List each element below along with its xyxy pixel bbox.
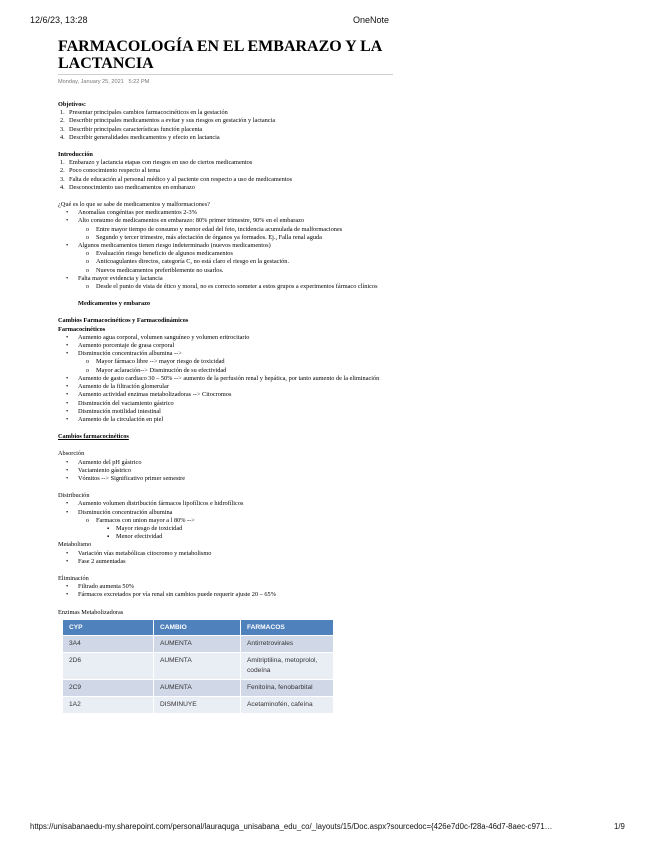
table-cell: Acetaminofén, cafeína xyxy=(241,696,334,713)
bullet-item: • Vómitos --> Significativo primer semestre xyxy=(58,475,598,483)
table-row xyxy=(63,652,334,679)
note-time: 5:22 PM xyxy=(128,79,150,85)
bullet-item: • Aumento actividad enzimas metabolizadoras --> Citocromos xyxy=(58,391,598,399)
page-title: FARMACOLOGÍA EN EL EMBARAZO Y LA LACTANCIA xyxy=(58,38,382,72)
introduccion-list xyxy=(58,159,598,192)
list-item: 3. Describir principales características función placenta xyxy=(60,125,203,133)
print-page-number: 1/9 xyxy=(614,822,625,831)
bullet-item: • Alto consumo de medicamentos en embarazo: 80% primer trimestre, 90% en el embarazo xyxy=(58,217,598,225)
sub-bullet-item: o Nuevos medicamentos preferiblemente no usarlos. xyxy=(58,267,598,275)
sub-bullet-item: o Entre mayor tiempo de consumo y menor edad del feto, incidencia acumulada de malformaciones xyxy=(58,226,598,234)
table-cell: AUMENTA xyxy=(154,679,241,696)
eliminacion-heading: Eliminación xyxy=(58,574,89,582)
bullet-item: • Aumento agua corporal, volumen sanguíneo y volumen eritrocitario xyxy=(58,334,598,342)
bullet-item: • Aumento de la filtración glomerular xyxy=(58,383,598,391)
enzimas-caption: Enzimas Metabolizadoras xyxy=(58,608,124,616)
column-header: CAMBIO xyxy=(154,619,241,635)
table-header-row xyxy=(63,619,334,635)
sub-bullet-item: o Evaluación riesgo beneficio de algunos medicamentos xyxy=(58,250,598,258)
bullet-item: • Aumento porcentaje de grasa corporal xyxy=(58,342,598,350)
sub-bullet-item: o Mayor fármaco libre --> mayor riesgo de toxicidad xyxy=(58,358,598,366)
list-item: 1. Presentar principales cambios farmacocinéticos en la gestación xyxy=(60,109,228,117)
table-row xyxy=(63,696,334,713)
table-cell: Fenitoína, fenobarbital xyxy=(241,679,334,696)
table-row xyxy=(63,635,334,652)
bullet-item: • Fármacos excretados por vía renal sin cambios puede requerir ajuste 20 – 65% xyxy=(58,591,598,599)
bullet-item: • Filtrado aumenta 50% xyxy=(58,583,598,591)
bullet-item: • Aumento del pH gástrico xyxy=(58,459,598,467)
bullet-item: • Disminución concentración albumina --> xyxy=(58,350,598,358)
cambios-heading: Cambios Farmacocinéticos y Farmacodinámicos xyxy=(58,317,189,325)
absorcion-heading: Absorción xyxy=(58,450,85,458)
table-cell: DISMINUYE xyxy=(154,696,241,713)
list-item: 1. Embarazo y lactancia etapas con riesgos en uso de ciertos medicamentos xyxy=(60,159,253,167)
distribucion-heading: Distribución xyxy=(58,492,90,500)
metabolismo-heading: Metabolismo xyxy=(58,541,92,549)
print-url: https://unisabanaedu-my.sharepoint.com/personal/lauraquga_unisabana_edu_co/_layouts/15/Doc.aspx?sourcedoc={426e7d0c-f28a-46d7-8aec-c971… xyxy=(30,822,553,831)
table-cell: AUMENTA xyxy=(154,652,241,679)
note-date: Monday, January 25, 2021 xyxy=(58,79,124,85)
note-dateline xyxy=(58,74,393,91)
bullet-item: • Aumento volumen distribución fármacos lipofílicos e hidrofílicos xyxy=(58,500,598,508)
bullet-item: • Aumento de gasto cardiaco 30 – 50% --> aumento de la perfusión renal y hepática, por tanto aumento de la eliminación xyxy=(58,375,598,383)
print-app-name: OneNote xyxy=(353,15,390,25)
sub-sub-bullet-item: ▪ Mayor riesgo de toxicidad xyxy=(58,525,598,533)
sub-sub-bullet-item: ▪ Menor efectividad xyxy=(58,533,598,541)
table-cell: Amitriptilina, metoprolol, codeína xyxy=(241,652,334,679)
table-cell: AUMENTA xyxy=(154,635,241,652)
sub-bullet-item: o Mayor aclaración--> Disminución de su efectividad xyxy=(58,367,598,375)
malformaciones-question: ¿Qué es lo que se sabe de medicamentos y malformaciones? xyxy=(58,201,210,209)
list-item: 4. Describir generalidades medicamentos y efecto en lactancia xyxy=(60,133,220,141)
list-item: 2. Poco conocimiento respecto al tema xyxy=(60,167,160,175)
bullet-item: • Disminución del vaciamiento gástrico xyxy=(58,400,598,408)
bullet-item: • Algunos medicamentos tienen riesgo indeterminado (nuevos medicamentos) xyxy=(58,242,598,250)
bullet-item: • Anomalías congénitas por medicamentos 2-3% xyxy=(58,209,598,217)
bullet-item: • Aumento de la circulación en piel xyxy=(58,416,598,424)
sub-bullet-item: o Segundo y tercer trimestre, más afectación de órganos ya formados. Ej., Falla renal aguda xyxy=(58,234,598,242)
bullet-item: • Disminución motilidad intestinal xyxy=(58,408,598,416)
table-cell: 2C9 xyxy=(63,679,154,696)
list-item: 3. Falta de educación al personal médico y al paciente con respecto a uso de medicamentos xyxy=(60,175,293,183)
column-header: CYP xyxy=(63,619,154,635)
objetivos-list xyxy=(58,109,598,142)
table-cell: 3A4 xyxy=(63,635,154,652)
sub-bullet-item: o Farmacos con union mayor a l 80% --> xyxy=(58,517,598,525)
table-cell: 1A2 xyxy=(63,696,154,713)
print-timestamp: 12/6/23, 13:28 xyxy=(30,15,88,25)
bullet-item: • Disminución concentración albumina xyxy=(58,509,598,517)
table-cell: Antirretrovirales xyxy=(241,635,334,652)
table-row xyxy=(63,679,334,696)
table-cell: 2D6 xyxy=(63,652,154,679)
list-item: 2. Describir principales medicamentos a evitar y sus riesgos en gestación y lactancia xyxy=(60,117,276,125)
cambios-farmacocineticos-heading: Cambios farmacocinéticos xyxy=(58,433,129,441)
column-header: FARMACOS xyxy=(241,619,334,635)
bullet-item: • Fase 2 aumentadas xyxy=(58,558,598,566)
introduccion-heading: Introducción xyxy=(58,151,93,159)
enzimas-table xyxy=(62,619,334,714)
bullet-item: • Vaciamiento gástrico xyxy=(58,467,598,475)
farmacocineticos-subheading: Farmacocinéticos xyxy=(58,325,106,333)
bullet-item: • Falta mayor evidencia y lactancia xyxy=(58,275,598,283)
bullet-item: • Variación vías metabólicas citocromo y metabolismo xyxy=(58,550,598,558)
note-page xyxy=(58,38,598,714)
objetivos-heading: Objetivos: xyxy=(58,101,86,108)
list-item: 4. Desconocimiento uso medicamentos en embarazo xyxy=(60,183,195,191)
sub-bullet-item: o Anticoagulantes directos, categoría C, no está claro el riesgo en la gestación. xyxy=(58,258,598,266)
medicamentos-heading: Medicamentos y embarazo xyxy=(78,300,151,308)
sub-bullet-item: o Desde el punto de vista de ético y moral, no es correcto someter a estos grupos a experimentos fármaco clínicos xyxy=(58,283,598,291)
